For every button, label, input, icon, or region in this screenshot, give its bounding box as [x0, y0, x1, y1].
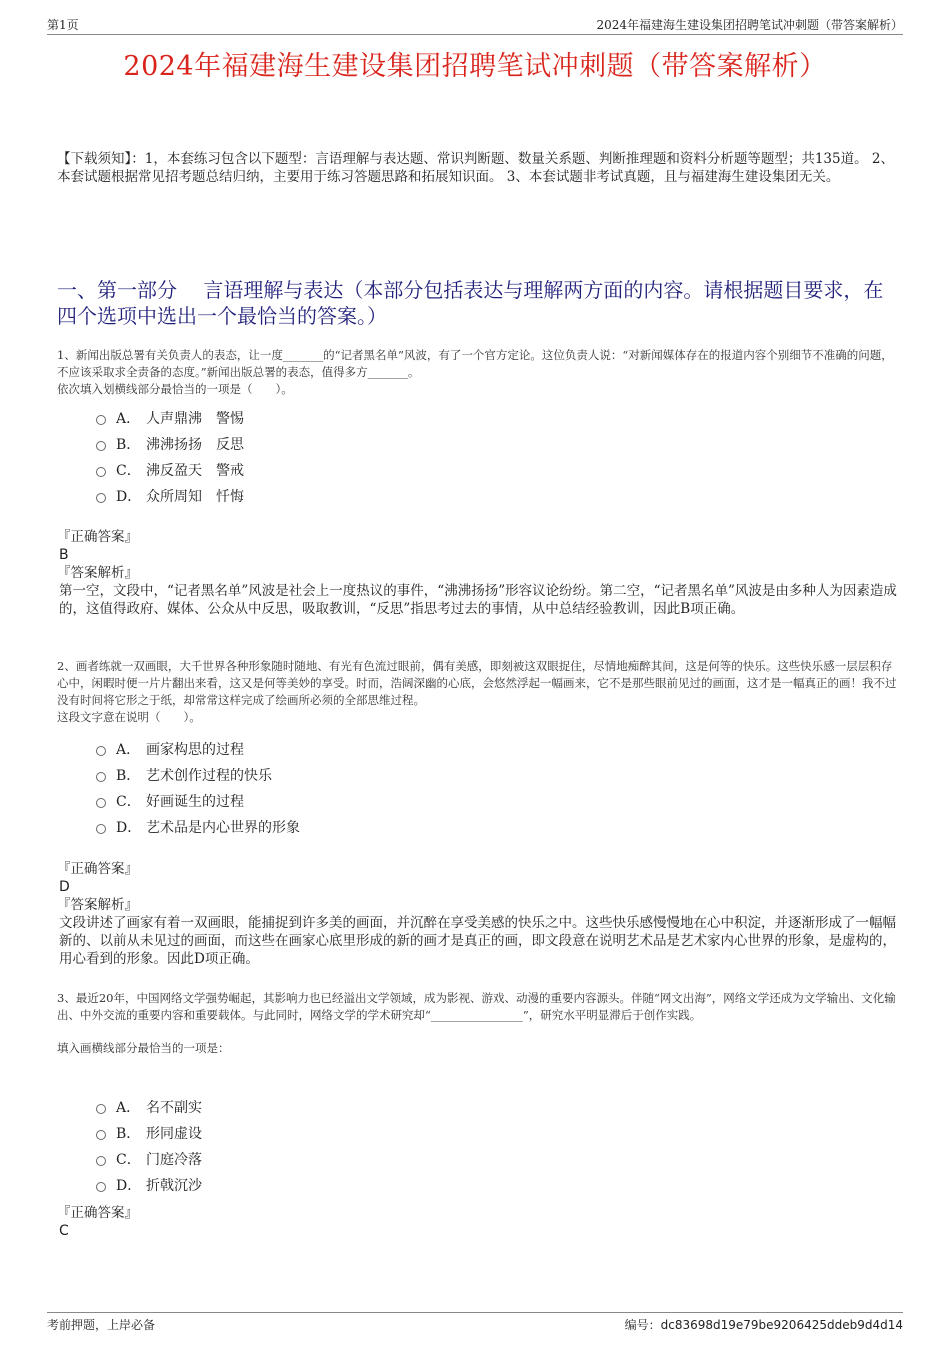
- option-b[interactable]: B． 形同虚设: [96, 1121, 202, 1147]
- option-d[interactable]: D． 艺术品是内心世界的形象: [96, 815, 300, 841]
- option-a[interactable]: A． 画家构思的过程: [96, 737, 300, 763]
- question-3-options: [96, 1095, 202, 1199]
- option-c[interactable]: C． 好画诞生的过程: [96, 789, 300, 815]
- document-title: 2024年福建海生建设集团招聘笔试冲刺题（带答案解析）: [123, 51, 827, 82]
- answer-label: 『正确答案』: [57, 529, 138, 545]
- radio-icon[interactable]: [96, 415, 106, 425]
- radio-icon[interactable]: [96, 493, 106, 503]
- radio-icon[interactable]: [96, 441, 106, 451]
- footer-slogan: 考前押题，上岸必备: [47, 1318, 156, 1332]
- correct-answer: C: [59, 1223, 69, 1239]
- option-b[interactable]: B． 沸沸扬扬 反思: [96, 432, 244, 458]
- question-1: [57, 347, 899, 398]
- radio-icon[interactable]: [96, 1182, 106, 1192]
- question-prompt: 填入画横线部分最恰当的一项是：: [57, 1041, 230, 1055]
- radio-icon[interactable]: [96, 824, 106, 834]
- radio-icon[interactable]: [96, 798, 106, 808]
- question-3: [57, 990, 899, 1057]
- correct-answer: D: [59, 879, 70, 895]
- download-notice: 【下载须知】：1，本套练习包含以下题型：言语理解与表达题、常识判断题、数量关系题、判断推理题和资料分析题等题型；共135道。 2、本套试题根据常见招考题总结归纳，主要用于练习答题思路和拓展知识面。 3、本套试题非考试真题，且与福建海生建设集团无关。: [57, 151, 894, 185]
- radio-icon[interactable]: [96, 772, 106, 782]
- answer-label: 『正确答案』: [57, 1205, 138, 1221]
- radio-icon[interactable]: [96, 1104, 106, 1114]
- correct-answer: B: [59, 547, 69, 563]
- answer-label: 『正确答案』: [57, 861, 138, 877]
- answer-analysis: 第一空，文段中，“记者黑名单”风波是社会上一度热议的事件，“沸沸扬扬”形容议论纷纷。第二空，“记者黑名单”风波是由多种人为因素造成的，这值得政府、媒体、公众从中反思，吸取教训，“反思”指思考过去的事情，从中总结经验教训，因此B项正确。: [59, 583, 897, 617]
- question-2: [57, 658, 899, 726]
- code-value: dc83698d19e79be9206425ddeb9d4d14: [660, 1318, 903, 1332]
- radio-icon[interactable]: [96, 1156, 106, 1166]
- answer-analysis: 文段讲述了画家有着一双画眼，能捕捉到许多美的画面，并沉醉在享受美感的快乐之中。这些快乐感慢慢地在心中积淀，并逐渐形成了一幅幅新的、以前从未见过的画面，而这些在画家心底里形成的新的画才是真正的画，即文段意在说明艺术品是艺术家内心世界的形象，是虚构的，用心看到的形象。因此D项正确。: [59, 915, 896, 967]
- radio-icon[interactable]: [96, 746, 106, 756]
- page-footer: [47, 1312, 903, 1333]
- option-d[interactable]: D． 折戟沉沙: [96, 1173, 202, 1199]
- section-heading: 一、第一部分 言语理解与表达（本部分包括表达与理解两方面的内容。请根据题目要求，在四个选项中选出一个最恰当的答案。）: [57, 278, 884, 328]
- question-1-options: [96, 406, 244, 510]
- option-b[interactable]: B． 艺术创作过程的快乐: [96, 763, 300, 789]
- analysis-label: 『答案解析』: [57, 897, 138, 913]
- option-c[interactable]: C． 门庭冷落: [96, 1147, 202, 1173]
- question-3-answer-block: [57, 1204, 899, 1240]
- option-a[interactable]: A． 名不副实: [96, 1095, 202, 1121]
- analysis-label: 『答案解析』: [57, 565, 138, 581]
- page-header: [47, 14, 903, 35]
- question-stem: 2、画者练就一双画眼，大千世界各种形象随时随地、有光有色流过眼前，偶有美感，即刻被这双眼捉住，尽情地痴醉其间，这是何等的快乐。这些快乐感一层层积存心中，闲暇时便一片片翻出来看，这又是何等美妙的享受。时而，浩阔深幽的心底，会悠然浮起一幅画来，它不是那些眼前见过的画面，这才是一幅真正的画！我不过没有时间将它形之于纸，却常常这样完成了绘画所必须的全部思维过程。: [57, 659, 897, 707]
- radio-icon[interactable]: [96, 467, 106, 477]
- page-number: 第1页: [47, 18, 79, 32]
- question-stem: 3、最近20年，中国网络文学强势崛起，其影响力也已经溢出文学领域，成为影视、游戏、动漫的重要内容源头。伴随“网文出海”，网络文学还成为文学输出、文化输出、中外交流的重要内容和重要载体。与此同时，网络文学的学术研究却“________________”，研究水平明显滞后于创作实践。: [57, 991, 896, 1022]
- document-code: [625, 1316, 903, 1333]
- question-prompt: 这段文字意在说明（ ）。: [57, 710, 201, 724]
- option-c[interactable]: C． 沸反盈天 警戒: [96, 458, 244, 484]
- header-doc-title: 2024年福建海生建设集团招聘笔试冲刺题（带答案解析）: [596, 18, 903, 32]
- code-label: 编号：: [624, 1318, 661, 1332]
- option-a[interactable]: A． 人声鼎沸 警惕: [96, 406, 244, 432]
- question-2-options: [96, 737, 300, 841]
- question-2-answer-block: [57, 860, 899, 968]
- question-1-answer-block: [57, 528, 899, 618]
- question-prompt: 依次填入划横线部分最恰当的一项是（ ）。: [57, 382, 293, 396]
- question-stem: 1、新闻出版总署有关负责人的表态，让一度_______的“记者黑名单”风波，有了一个官方定论。这位负责人说：“对新闻媒体存在的报道内容个别细节不准确的问题，不应该采取求全责备的态度。”新闻出版总署的表态，值得多方_______。: [57, 348, 893, 379]
- radio-icon[interactable]: [96, 1130, 106, 1140]
- option-d[interactable]: D． 众所周知 忏悔: [96, 484, 244, 510]
